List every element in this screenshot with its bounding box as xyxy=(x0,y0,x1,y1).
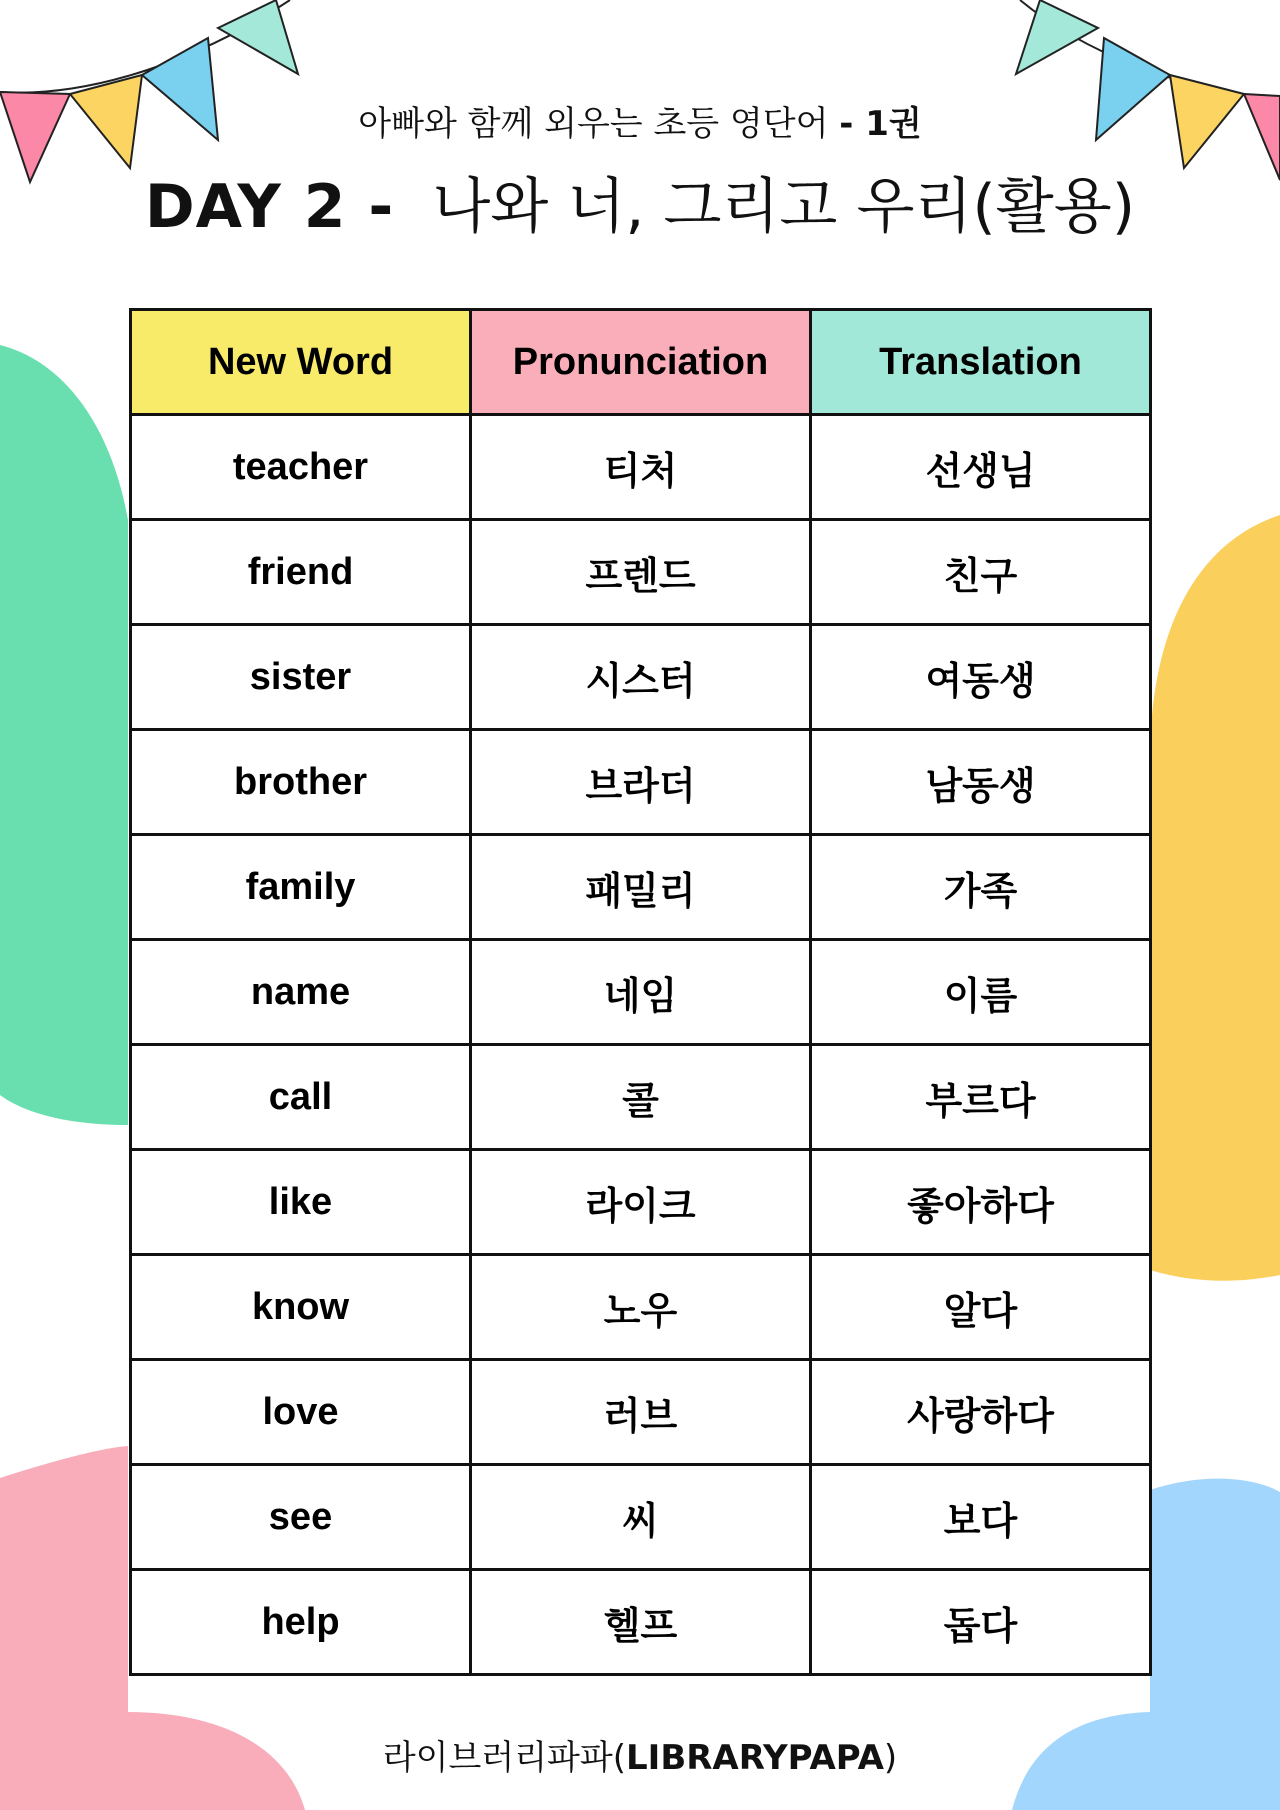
cell-translation: 친구 xyxy=(811,520,1151,625)
cell-pronunciation: 프렌드 xyxy=(471,520,811,625)
yellow-blob xyxy=(1150,515,1280,1281)
page-title xyxy=(0,166,1280,248)
vocab-table xyxy=(129,308,1152,1676)
table-row xyxy=(131,625,1151,730)
vocab-table-body xyxy=(131,415,1151,1675)
table-row xyxy=(131,1150,1151,1255)
cell-new-word: like xyxy=(131,1150,471,1255)
table-row xyxy=(131,1045,1151,1150)
cell-translation: 남동생 xyxy=(811,730,1151,835)
table-row xyxy=(131,1465,1151,1570)
header-translation: Translation xyxy=(811,310,1151,415)
cell-new-word: sister xyxy=(131,625,471,730)
cell-pronunciation: 패밀리 xyxy=(471,835,811,940)
cell-translation: 부르다 xyxy=(811,1045,1151,1150)
cell-pronunciation: 노우 xyxy=(471,1255,811,1360)
footer-suffix: ) xyxy=(883,1738,898,1778)
cell-translation: 보다 xyxy=(811,1465,1151,1570)
table-row xyxy=(131,520,1151,625)
cell-translation: 여동생 xyxy=(811,625,1151,730)
cell-new-word: love xyxy=(131,1360,471,1465)
pennant-mint-left xyxy=(218,0,298,74)
cell-pronunciation: 헬프 xyxy=(471,1570,811,1675)
table-row xyxy=(131,940,1151,1045)
cell-translation: 알다 xyxy=(811,1255,1151,1360)
cell-pronunciation: 시스터 xyxy=(471,625,811,730)
green-blob xyxy=(0,345,128,1125)
table-row xyxy=(131,1570,1151,1675)
title-topic: 나와 너, 그리고 우리(활용) xyxy=(432,172,1136,242)
subtitle-volume: - 1권 xyxy=(839,104,922,144)
footer-credit xyxy=(0,1734,1280,1782)
table-row xyxy=(131,730,1151,835)
book-subtitle xyxy=(0,100,1280,148)
cell-new-word: friend xyxy=(131,520,471,625)
title-day: DAY 2 - xyxy=(144,172,395,242)
pennant-mint-right xyxy=(1016,0,1098,74)
cell-translation: 선생님 xyxy=(811,415,1151,520)
cell-new-word: brother xyxy=(131,730,471,835)
table-header-row xyxy=(131,310,1151,415)
cell-new-word: name xyxy=(131,940,471,1045)
cell-new-word: teacher xyxy=(131,415,471,520)
cell-new-word: know xyxy=(131,1255,471,1360)
cell-new-word: see xyxy=(131,1465,471,1570)
table-row xyxy=(131,835,1151,940)
footer-brand: LIBRARYPAPA xyxy=(626,1738,884,1778)
cell-new-word: call xyxy=(131,1045,471,1150)
cell-translation: 돕다 xyxy=(811,1570,1151,1675)
table-row xyxy=(131,1360,1151,1465)
cell-pronunciation: 브라더 xyxy=(471,730,811,835)
cell-pronunciation: 씨 xyxy=(471,1465,811,1570)
cell-pronunciation: 러브 xyxy=(471,1360,811,1465)
header-new-word: New Word xyxy=(131,310,471,415)
cell-new-word: family xyxy=(131,835,471,940)
subtitle-text: 아빠와 함께 외우는 초등 영단어 xyxy=(358,104,840,144)
cell-translation: 이름 xyxy=(811,940,1151,1045)
footer-prefix: 라이브러리파파( xyxy=(382,1738,627,1778)
header-pronunciation: Pronunciation xyxy=(471,310,811,415)
cell-translation: 좋아하다 xyxy=(811,1150,1151,1255)
cell-pronunciation: 콜 xyxy=(471,1045,811,1150)
cell-pronunciation: 라이크 xyxy=(471,1150,811,1255)
cell-translation: 가족 xyxy=(811,835,1151,940)
cell-pronunciation: 티처 xyxy=(471,415,811,520)
cell-new-word: help xyxy=(131,1570,471,1675)
table-row xyxy=(131,415,1151,520)
table-row xyxy=(131,1255,1151,1360)
cell-translation: 사랑하다 xyxy=(811,1360,1151,1465)
cell-pronunciation: 네임 xyxy=(471,940,811,1045)
